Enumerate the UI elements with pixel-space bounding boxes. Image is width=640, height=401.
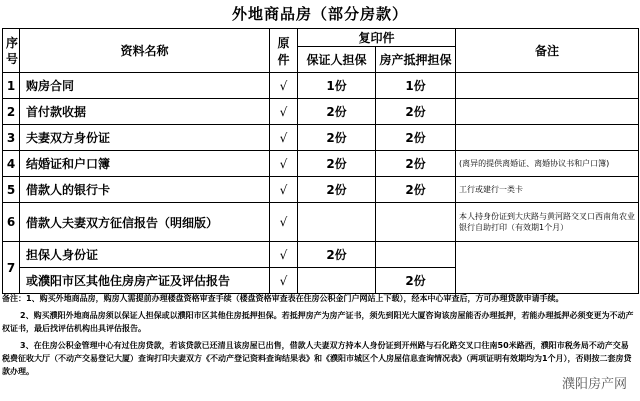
table-row xyxy=(3,73,639,99)
document-name: 借款人的银行卡 xyxy=(20,177,270,203)
header-remark: 备注 xyxy=(456,29,639,73)
row-number: 3 xyxy=(3,125,20,151)
row-number: 5 xyxy=(3,177,20,203)
table-row xyxy=(3,177,639,203)
copy-guarantor-count xyxy=(298,203,376,242)
document-name: 或濮阳市区其他住房房产证及评估报告 xyxy=(20,268,270,294)
copy-guarantor-count: 2份 xyxy=(298,177,376,203)
copy-mortgage-count: 2份 xyxy=(376,151,456,177)
copy-mortgage-count: 2份 xyxy=(376,125,456,151)
header-original: 原件 xyxy=(270,29,298,73)
note-3: 3、在住房公积金管理中心有过住房贷款，若该贷款已还清且该房屋已出售，借款人夫妻双方持本人身份证到开州路与石化路交叉口往南50米路西，濮阳市税务局不动产交易税费征收大厅（不动产交易登记大厦）查询打印夫妻双方《不动产登记资料查询结果表》和《濮阳市城区个人房屋信息查询情况表》（两项证明有效期均为1个月），否则按二套房贷款办理。 xyxy=(2,341,632,376)
remark: 工行或建行一类卡 xyxy=(456,177,639,203)
table-row xyxy=(3,99,639,125)
copy-mortgage-count xyxy=(376,242,456,268)
remark: 本人持身份证到大庆路与黄河路交叉口西南角农业银行自助打印（有效期1个月） xyxy=(456,203,639,242)
copy-mortgage-count: 2份 xyxy=(376,177,456,203)
copy-mortgage-count: 1份 xyxy=(376,73,456,99)
original-check: √ xyxy=(270,242,298,268)
copy-guarantor-count: 2份 xyxy=(298,125,376,151)
remark xyxy=(456,73,639,99)
header-name: 资料名称 xyxy=(20,29,270,73)
document-name: 夫妻双方身份证 xyxy=(20,125,270,151)
copy-mortgage-count xyxy=(376,203,456,242)
copy-guarantor-count: 2份 xyxy=(298,151,376,177)
document-name: 担保人身份证 xyxy=(20,242,270,268)
row-number: 2 xyxy=(3,99,20,125)
copy-mortgage-count: 2份 xyxy=(376,99,456,125)
original-check: √ xyxy=(270,151,298,177)
table-row xyxy=(3,125,639,151)
note-1: 备注：1、购买外地商品房，购房人需提前办理楼盘资格审查手续（楼盘资格审查表在住房公积金门户网站上下载），经本中心审查后，方可办理贷款申请手续。 xyxy=(2,294,564,303)
document-name: 结婚证和户口簿 xyxy=(20,151,270,177)
copy-guarantor-count xyxy=(298,268,376,294)
table-row xyxy=(3,242,639,268)
note-2: 2、购买濮阳外地商品房须以保证人担保或以濮阳市区其他住房抵押担保。若抵押房产为房产证书，须先到阳光大厦咨询该房屋能否办理抵押，若能办理抵押必须变更为不动产权证书，最后找评估机构出具评估报告。 xyxy=(2,311,634,333)
original-check: √ xyxy=(270,99,298,125)
remark xyxy=(456,125,639,151)
table-row xyxy=(3,151,639,177)
copy-guarantor-count: 1份 xyxy=(298,73,376,99)
watermark: 濮阳房产网 xyxy=(559,372,630,393)
copy-guarantor-count: 2份 xyxy=(298,242,376,268)
copy-guarantor-count: 2份 xyxy=(298,99,376,125)
remark: (离异的提供离婚证、离婚协议书和户口簿) xyxy=(456,151,639,177)
row-number: 7 xyxy=(3,242,20,294)
remark xyxy=(456,99,639,125)
document-name: 首付款收据 xyxy=(20,99,270,125)
original-check: √ xyxy=(270,177,298,203)
original-check: √ xyxy=(270,73,298,99)
header-copy: 复印件 xyxy=(298,29,456,47)
document-name: 购房合同 xyxy=(20,73,270,99)
footer-notes xyxy=(2,292,636,382)
row-number: 4 xyxy=(3,151,20,177)
document-name: 借款人夫妻双方征信报告（明细版） xyxy=(20,203,270,242)
copy-mortgage-count: 2份 xyxy=(376,268,456,294)
table-row xyxy=(3,203,639,242)
requirements-table xyxy=(2,28,639,294)
original-check: √ xyxy=(270,125,298,151)
header-seq: 序号 xyxy=(3,29,20,73)
remark xyxy=(456,242,639,294)
header-copy-guarantor: 保证人担保 xyxy=(298,47,376,73)
row-number: 6 xyxy=(3,203,20,242)
original-check: √ xyxy=(270,203,298,242)
header-copy-mortgage: 房产抵押担保 xyxy=(376,47,456,73)
page-title: 外地商品房（部分房款） xyxy=(231,5,408,23)
original-check: √ xyxy=(270,268,298,294)
row-number: 1 xyxy=(3,73,20,99)
